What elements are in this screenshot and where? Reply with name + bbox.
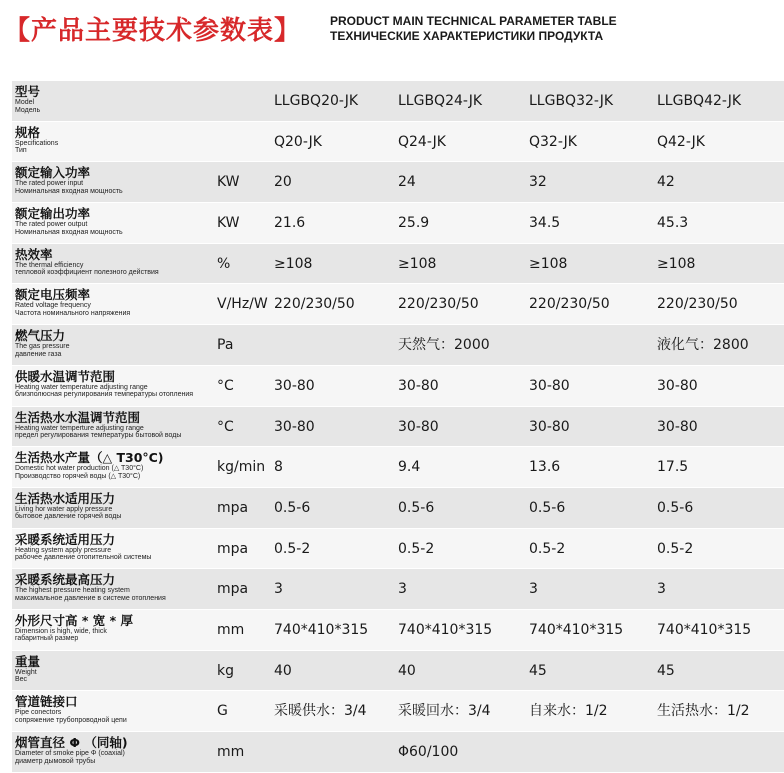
cell-value: 0.5-6 [529, 499, 566, 516]
row-label-ru: Производство горячей воды (△ T30°C) [15, 472, 141, 480]
table-row [12, 732, 784, 773]
row-label-cn: 采暖系统适用压力 [15, 531, 116, 547]
row-label-ru: предел регулирования температуры бытовой воды [15, 432, 182, 439]
row-label [15, 450, 215, 480]
cell-value: 13.6 [529, 459, 561, 476]
cell-value: 220/230/50 [274, 296, 355, 313]
cell-value: Q24-JK [398, 133, 446, 150]
cell-value: 0.5-6 [274, 499, 311, 516]
cell-value: 740*410*315 [657, 621, 752, 638]
cell-value: 20 [274, 174, 292, 191]
table-row [12, 691, 784, 732]
row-label-en: Dimension is high, wide, thick [15, 627, 107, 635]
table-row [12, 325, 784, 366]
row-label-en: Heating water temperature adjusting range [15, 383, 148, 391]
table-row [12, 122, 784, 163]
row-label-en: Rated voltage frequency [15, 302, 91, 310]
cell-value: 3 [398, 581, 407, 598]
row-unit: °C [217, 418, 234, 435]
row-label-cn: 采暖系统最高压力 [15, 572, 116, 588]
row-label-cn: 供暖水温调节范围 [15, 368, 116, 384]
title-foreign [330, 14, 617, 44]
cell-value: ≥108 [529, 255, 568, 272]
cell-value: 8 [274, 459, 283, 476]
row-label [15, 125, 215, 155]
cell-value: 21.6 [274, 215, 306, 232]
row-label [15, 287, 215, 317]
table-row [12, 162, 784, 203]
cell-value: ≥108 [274, 255, 313, 272]
row-label [15, 654, 215, 684]
row-unit: % [217, 255, 231, 272]
cell-value: 32 [529, 174, 547, 191]
cell-value: ≥108 [398, 255, 437, 272]
row-label [15, 328, 215, 358]
row-unit: kg/min [217, 459, 266, 476]
cell-value: LLGBQ32-JK [529, 93, 614, 109]
cell-value: 220/230/50 [398, 296, 479, 313]
row-label-cn: 生活热水适用压力 [15, 490, 116, 506]
row-label-ru: рабочее давление отопительной системы [15, 554, 152, 562]
table-row [12, 81, 784, 122]
row-label-ru: диаметр дымовой трубы [15, 757, 96, 765]
cell-value: 220/230/50 [657, 296, 738, 313]
table-row [12, 407, 784, 448]
row-unit: °C [217, 377, 234, 394]
cell-value: 生活热水：1/2 [657, 703, 750, 720]
cell-value: 30-80 [657, 377, 698, 394]
table-row [12, 244, 784, 285]
cell-value: 0.5-6 [657, 499, 694, 516]
row-label-en: The gas pressure [15, 343, 70, 351]
row-label-cn: 热效率 [15, 246, 53, 262]
table-row [12, 529, 784, 570]
table-row [12, 284, 784, 325]
row-unit: mm [217, 744, 245, 760]
row-label [15, 613, 215, 643]
row-label-cn: 额定输出功率 [15, 206, 91, 222]
cell-value: 45 [657, 662, 675, 679]
cell-value: 自来水：1/2 [529, 703, 608, 720]
cell-value: 42 [657, 174, 675, 191]
row-label-en: Pipe conectors [15, 709, 62, 717]
row-label-cn: 额定电压频率 [15, 287, 91, 303]
page-header [0, 0, 784, 62]
row-unit: mpa [217, 499, 249, 516]
cell-value: 30-80 [529, 418, 570, 435]
row-label-ru: давление газа [15, 350, 62, 358]
row-label-cn: 烟管直径 Φ （同轴) [15, 735, 128, 750]
cell-value: LLGBQ20-JK [274, 93, 359, 109]
row-label [15, 247, 215, 277]
row-label-en: Heating system apply pressure [15, 546, 112, 554]
row-label-en: Diameter of smoke pipe Φ (coaxial) [15, 750, 125, 757]
row-label-ru: габаритный размер [15, 635, 79, 643]
cell-value: 30-80 [274, 418, 315, 435]
row-label [15, 410, 215, 440]
cell-value: 25.9 [398, 215, 430, 232]
cell-value: 17.5 [657, 459, 689, 476]
cell-value: Q32-JK [529, 133, 577, 150]
row-unit: mpa [217, 581, 249, 598]
title-english: PRODUCT MAIN TECHNICAL PARAMETER TABLE [330, 14, 617, 28]
table-row [12, 569, 784, 610]
row-label-en: The thermal efficiency [15, 261, 84, 269]
table-row [12, 447, 784, 488]
cell-value: 740*410*315 [274, 621, 369, 638]
cell-value: 3 [274, 581, 283, 598]
row-label [15, 735, 215, 765]
cell-value: LLGBQ24-JK [398, 93, 483, 109]
cell-value: 220/230/50 [529, 296, 610, 313]
row-label-cn: 生活热水水温调节范围 [15, 409, 141, 425]
cell-value: 0.5-2 [529, 540, 566, 557]
table-row [12, 610, 784, 651]
row-label-ru: Тип [15, 147, 27, 155]
row-label-ru: тепловой коэффициент полезного действия [15, 269, 159, 277]
cell-value: 40 [398, 662, 416, 679]
row-label-cn: 额定输入功率 [15, 165, 91, 181]
row-label [15, 165, 215, 195]
cell-value: 3 [657, 581, 666, 598]
cell-value: 30-80 [398, 418, 439, 435]
cell-value: 30-80 [529, 377, 570, 394]
row-label [15, 694, 215, 724]
row-unit: KW [217, 215, 240, 232]
row-label-ru: близполюсная регулирования температуры отопления [15, 391, 194, 399]
cell-value: LLGBQ42-JK [657, 93, 742, 109]
cell-value: 45 [529, 662, 547, 679]
table-row [12, 203, 784, 244]
cell-value: 天然气：2000 [398, 337, 490, 354]
title-russian: ТЕХНИЧЕСКИЕ ХАРАКТЕРИСТИКИ ПРОДУКТА [330, 29, 604, 43]
row-label [15, 369, 215, 399]
row-label [15, 206, 215, 236]
row-label-en: Weight [15, 668, 37, 676]
row-label-en: The rated power input [15, 180, 84, 188]
row-label-en: Specifications [15, 139, 59, 147]
row-label-en: The highest pressure heating system [15, 587, 130, 595]
cell-value: 3 [529, 581, 538, 598]
row-unit: kg [217, 662, 234, 679]
title-chinese: 【产品主要技术参数表】 [4, 16, 302, 46]
cell-value: 0.5-2 [398, 540, 435, 557]
row-unit: mm [217, 621, 245, 638]
row-unit: G [217, 703, 228, 720]
row-unit: KW [217, 174, 240, 191]
cell-value: 40 [274, 662, 292, 679]
cell-value: 740*410*315 [398, 621, 493, 638]
row-label-en: Model [15, 99, 35, 106]
table-row [12, 651, 784, 692]
cell-value: 45.3 [657, 215, 689, 232]
row-label-ru: Номинальная входная мощность [15, 228, 123, 236]
row-label-en: The rated power output [15, 221, 88, 229]
row-label-en: Living hor water apply pressure [15, 505, 113, 513]
row-label [15, 572, 215, 602]
cell-value: 24 [398, 174, 416, 191]
row-label-en: Domestic hot water production (△ T30°C) [15, 465, 144, 473]
row-label-cn: 燃气压力 [15, 328, 66, 344]
cell-value: 0.5-2 [274, 540, 311, 557]
parameter-table [12, 81, 784, 773]
cell-value: 34.5 [529, 215, 561, 232]
row-label-cn: 重量 [15, 653, 41, 669]
row-label-cn: 生活热水产量（△ T30°C) [15, 450, 164, 466]
table-row [12, 488, 784, 529]
row-label-en: Heating water temperture adjusting range [15, 424, 144, 432]
row-unit: V/Hz/W [217, 296, 268, 313]
cell-value: Φ60/100 [398, 744, 459, 760]
cell-value: ≥108 [657, 255, 696, 272]
cell-value: Q42-JK [657, 133, 705, 150]
cell-value: 0.5-2 [657, 540, 694, 557]
cell-value: 采暖回水：3/4 [398, 703, 491, 720]
row-label-cn: 管道链接口 [15, 694, 78, 710]
row-label-cn: 外形尺寸高 * 宽 * 厚 [15, 612, 133, 628]
cell-value: 液化气：2800 [657, 337, 749, 354]
cell-value: 30-80 [398, 377, 439, 394]
row-label-ru: Номинальная входная мощность [15, 187, 123, 195]
cell-value: 9.4 [398, 459, 421, 476]
table-row [12, 366, 784, 407]
row-label-ru: максимальное давление в системе отопления [15, 594, 166, 602]
row-label-ru: Частота номинального напряжения [15, 309, 131, 317]
row-label-ru: сопряжение трубопроводной цепи [15, 716, 127, 724]
row-label-ru: Вес [15, 676, 28, 684]
row-unit: mpa [217, 540, 249, 557]
cell-value: Q20-JK [274, 133, 322, 150]
row-label-ru: Модель [15, 106, 41, 114]
cell-value: 740*410*315 [529, 621, 624, 638]
row-label [15, 532, 215, 562]
cell-value: 30-80 [657, 418, 698, 435]
row-label-cn: 型号 [15, 84, 41, 99]
row-label-ru: бытовое давление горячей воды [15, 513, 122, 521]
cell-value: 30-80 [274, 377, 315, 394]
row-label-cn: 规格 [15, 124, 41, 140]
row-label [15, 84, 215, 114]
cell-value: 采暖供水：3/4 [274, 703, 367, 720]
row-unit: Pa [217, 337, 234, 354]
cell-value: 0.5-6 [398, 499, 435, 516]
row-label [15, 491, 215, 521]
